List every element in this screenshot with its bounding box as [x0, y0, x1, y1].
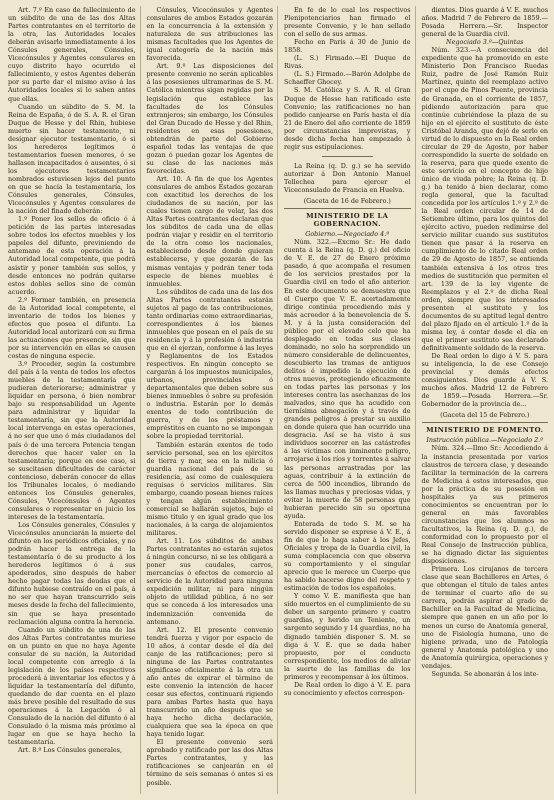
- paragraph: dientes. Dios guarde á V. E. muchos años. Madrid 7 de Febrero de 1859.—Posada Herrera.—Sr. Inspector general de la Guardia civil.: [421, 6, 548, 39]
- paragraph: 3.º Proceder, según la costumbre del país á la venta de todos los efectos muebles de la testamentaría que pudieran deteriorarse; administrar y liquidar en persona, ó bien nombrar bajo su responsabilidad un Agente para administrar y liquidar la testamentaría, sin que la Autoridad local intervenga en estas operaciones, á no ser que uno ó más ciudadanos del país ó de una tercera Potencia tengan derechos que hacer valer en la testamentaría; porque en ese caso, si se suscitasen dificultades de carácter contencioso, deberán conocer de ellas los Tribunales locales, ó mediando entonces los Cónsules generales, Cónsules, Vicecónsules ó Agentes consulares o representar en juicio los intereses de la testamentaría.: [8, 360, 136, 521]
- paragraph: Los Cónsules generales, Cónsules y Vicecónsules anunciarán la muerte del difunto en los periódicos oficiales, y no podrán hacer la entrega de la testamentaría ó de su producto á los herederos legítimos ó á sus apoderados, sino después de haber hecho pagar todas las deudas que el difunto hubiese contraído en el país, á no ser que hayan transcurrido seis meses desde la fecha del fallecimiento, sin que se haya presentado reclamación alguna contra la herencia.: [8, 521, 136, 626]
- paragraph: Cuando un súbdito de una de las dos Altas Partes contratantes muriese en un punto en que no haya Agente consular de su nación, la Autoridad local competente con arreglo á la legislación de los países respectivos procederá á inventariar los efectos y á liquidar la testamentaría del difunto, quedando de dar cuenta en el plazo más breve posible del resultado de sus operaciones á la Legación ó al Consulado de la nación del difunto ó al Consulado ó la misma más próximo al lugar en que se haya hecho la testamentaría.: [8, 625, 136, 747]
- paragraph: También estarán exentos de todo servicio personal, sea en los ejércitos de tierra y mar, sea en la milicia ó guardia nacional del país de su residencia, así como de cualesquiera requisas ó servicios militares. Sin embargo, cuando posean bienes raíces y tengan algún establecimiento comercial se hallarán sujetos, bajo el mismo título y en igual grado que los nacionales, á la carga de alojamientos militares.: [146, 440, 273, 538]
- paragraph: Art. 7.º En caso de fallecimiento de un súbdito de una de las dos Altas Partes contratantes en el territorio de la otra, las Autoridades locales deberán avisarlo inmediatamente á los Cónsules generales, Cónsules, Vicecónsules y Agentes consulares en cuyo distrito hayo ocurrido el fallecimiento, y estos Agentes deberán por su parte dar el mismo aviso á las Autoridades locales si lo saben antes que ellas.: [8, 6, 136, 103]
- paragraph: Fecho en París á 30 de Junio de 1858.: [284, 38, 411, 55]
- paragraph: Cuando un súbdito de S. M. la Reina de España, ó de S. A. R. el Gran Duque de Hesse y del Rhin, hubiese muerto sin hacer testamento, ni designar ejecutor testamentario, ó si los herederos legítimos ó testamentarios fuesen menores, ó se hallasen incapacitados ó ausentes, ó si los ejecutores testamentarios nombrados estuviesen lejos del punto en que se hacía la testamentaría, los Cónsules generales, Cónsules, Vicecónsules y Agentes consulares de la nación del finado deberán:: [8, 102, 136, 216]
- paragraph: En fe de lo cual los respectivos Plenipotenciarios han firmado el presente Convenio, y le han sellado con el sello de sus armas.: [284, 6, 411, 39]
- paragraph: Los súbditos de cada una de las dos Altas Partes contratantes estarán sujetos al pago de las contribuciones, tanto ordinarias como extraordinarias, correspondientes á los bienes inmuebles que posean en el país de su residencia y á la profesión ó industria que en él ejerzan, conforme á las leyes y Reglamentos de los Estados respectivos. En ningún concepto se cargarán á los impuestos municipales, urbanos, provinciales ó departamentales que deben sobre sus bienes inmuebles ó sobre su profesión o industria. Estarán por lo demás exentos de todo contribución de guerra, y de los préstamos y empréstitos en cuanto no se impongan sobre la propiedad territorial.: [146, 287, 273, 441]
- gazette-date-line: (Gaceta de 16 de Febrero.): [303, 197, 391, 206]
- paragraph: (L. S.) Firmado.—Barón Adolphe de Schaeffer Ghocey.: [284, 70, 411, 87]
- subheading: Negociado 3.º—Quintas: [446, 38, 524, 47]
- paragraph: Art. 8.º Los Cónsules generales,: [18, 746, 122, 755]
- paragraph: La Reina (q. D. g.) se ha servido autorizar á Don Antonio Manuel Tellechea para ejercer el Viceconsulado de Francia en Huelva.: [284, 161, 411, 194]
- paragraph: Enterada de todo S. M. se ha servido disponer se exprese á V. E., á fin de que lo haga saber á los Jefes, Oficiales y tropa de la Guardia civil, la suma complacencia con que observa su comportamiento y el singular aprecio que le merece un Cuerpo que ha sabido hacerse digno del respeto y estimación de todos los españoles.: [284, 519, 411, 593]
- paragraph: Cónsules, Vicecónsules y Agentes consulares de ambos Estados gozarán en la concurrencia á la extensión y naturaleza de sus atribuciones las mismas facultades que los Agentes de igual categoría de la nación más favorecida.: [146, 6, 273, 63]
- paragraph: Segunda. Se abonarán á los inte-: [431, 669, 539, 678]
- section-heading: MINISTERIO DE LA GOBERNACION.: [306, 212, 389, 229]
- paragraph: Núm. 322.—Excmo Sr.: He dado cuenta á la Reina (q. D. g.) del oficio de V. E. de 27 de Enero próximo pasado, á que acompaña el resumen de los servicios prestados por la Guardia civil en todo el año anterior. En este documento se demuestra que el Cuerpo que V. E. acertadamente dirige continúa procediendo más y más acreedor á la benevolencia de S. M. y á la justa consideración del público por el elevado celo que ha desplegado en todas sus clases dominado, no solo ha sorprendido un número considerable de delincuentes, descubierto las tramas de antiguos delitos é impedido la ejecución de otros nuevos, protegiendo eficazmente en todas partes las personas y los intereses contra las asechanzas de los malvados, sino que ha acudido con tiernísima abnegación y á través de grandes peligros á prestar su auxilio en donde quiera que han ocurrido una desgracia. Así se ha visto á sus individuos socorrer en las catástrofes á las víctimas con inminente peligro, arrojarse á los ríos y torrentes á salvar las personas arrastradas por las aguas, contribuir á la extinción de cerca de 500 incendios, librando de las llamas muchas y preciosas vidas, y evitar la muerte de 58 personas que hubieran perecido sin su oportuna ayuda.: [284, 238, 411, 520]
- paragraph: Y como V. E. manifiesta que han sido muertos en el cumplimiento de su deber un sargento primero y cuatro guardias, y herido un Teniente, un sargento segundo y 14 guardias, no ha dignado también disponer S. M. se diga á V. E. que se dada haber propuesto, por el conducto correspondiente, los medios de aliviar la suerte de las familias de los primeros y recompensar á los últimos.: [284, 592, 411, 681]
- paragraph: Art. 12. El presente convenio tendrá fuerza y vigor por espacio de 10 años, á contar desde el día del canje de las ratificaciones; pero si ninguna de las Partes contratantes significase oficialmente á la otra un año antes de expirar el término de este convenio la intención de hacer cesar sus efectos, continuará rigiendo para ambas Partes hasta que haya transcurrido un año después que se haya hecho dicha declaración, cualquiera que sea la época en que haya tenido lugar.: [146, 625, 273, 739]
- paragraph: Primera. Los cirujanos de tercera clase que sean Bachilleres en Artes, ó que obtengan el título de tales antes de terminar el cuarto año de su carrera, podrán aspirar al grado de Bachiller en la Facultad de Medicina, siempre que ganen en un año por lo menos un curso de Anatomía general, uno de Fisiología humana, uno de higiene privada, uno de Patología general y Anatomía patológica y uno de Anatomía quirúrgica, operaciones y vendajes.: [421, 565, 548, 670]
- gazette-date-line: (Gaceta del 15 de Febrero.): [440, 411, 530, 420]
- column-3: [277, 6, 411, 794]
- paragraph: De Real orden lo digo á V. S. para su inteligencia, la de ese Consejo provincial y demás efectos consiguientes. Dios guarde á V. S. muchos años. Madrid 12 de Febrero de 1859.—Posada Herrera.—Sr. Gobernador de la provincia de...: [421, 352, 548, 409]
- subheading: Gobierno.—Negociado 4.º: [305, 230, 390, 239]
- section-rule: [284, 208, 411, 209]
- paragraph: Art. 9.º Las disposiciones del presente convenio no serán aplicables á las posesiones ultramarinas de S. M. Católica mientras sigan regidas por la legislación que establece las facultades de los Cónsules extranjeros; sin embargo, los Cónsules del Gran Ducado de Hesse y del Rhin, residentes en esas posesiones, obtendrán de parte del Gobierno español todas las ventajas de que gozan ó puedan gozar los Agentes de su clase de las naciones más favorecidas.: [146, 62, 273, 175]
- paragraph: 1.º Poner los sellos de oficio ó á petición de las partes interesadas sobre todos los efectos muebles y los papeles del difunto, previniendo de antemano de esta operación á la Autoridad local competente, que podrá asistir y poner también sus sellos, y desde entonces no podrán quitarse estos dobles sellos sino de común acuerdo.: [8, 215, 136, 296]
- subheading: Instrucción pública.—Negociado 2.º: [426, 436, 544, 445]
- section-rule: [422, 422, 549, 423]
- paragraph: (L. S.) Firmado.—El Duque de Rivas.: [284, 54, 411, 71]
- short-rule: [322, 156, 373, 157]
- paragraph: De Real orden lo digo á V. E. para su conocimiento y efectos correspon-: [284, 680, 411, 697]
- section-heading: MINISTERIO DE FOMENTO.: [426, 426, 544, 435]
- paragraph: 2.º Formar también, en presencia de la Autoridad local competente, el inventario de todos los bienes y efectos que posea el difunto. La Autoridad local autorizará con su firma las actuaciones que presencie, sin que por su intervención en ellas se causen costas de ninguna especie.: [8, 295, 136, 361]
- column-4: [415, 6, 549, 794]
- paragraph: Art. 11. Los súbditos de ambas Partes contratantes no estarán sujetos á ningún concurso, ni se les obligará a poner sus caudales, carros, mercancías ó efectos de comercio al servicio de la Autoridad para ninguna expedición militar, ni para ningún objeto de utilidad pública, á no ser que se conceda á los interesados una indemnización convenida de antemano.: [146, 537, 273, 626]
- paragraph: El presente convenio será aprobado y ratificado por las dos Altas Partes contratantes, y las ratificaciones se canjearán en el término de seis semanas ó antes si es posible.: [146, 738, 273, 787]
- paragraph: Núm. 323.—A consecuencia del expediente que ha promovido en este Ministerio Don Francisco Ruedas Ruiz, padre de José Ramón Ruiz Martínez, quinto del reemplazo activo por el cupo de Pinos Puente, provincia de Granada, en el corriente de 1857, pidiendo autorización para que continúe cubriéndose la plaza de su hijo en el ejército el sustituto de éste Cristóbal Aranda, que dejó de serlo en virtud de lo dispuesto en la Real orden circular de 29 de Agosto, por haber correspondido la suerte de soldado en la reserva, para que quede exento de este servicio en el concepto de hijo único de viuda pobre; la Reina (q. D. g.) ha tenido á bien declarar, como regla general, que la facultad concedida por los artículos 1.º y 2.º de la Real orden circular de 14 de Setiembre último, para los quintos del ejército activo, pueden redimirse del servicio militar cuando sus sustitutos tienen que pasar á la reserva en cumplimiento de lo citado Real orden de 29 de Agosto de 1857, se entienda también extensiva á los otros tres medios de sustitución que permiten el art. 139 de la ley vigente de Reemplazos y el 2.º de dicha Real orden, siempre que los interesados presenten el sustituto y los documentos de su aptitud legal dentro del plazo fijado en el artículo 1.º de la misma ley, á contar desde el día en que el primer sustituto sea declarado definitivamente soldado de la reserva.: [421, 46, 548, 352]
- paragraph: Art. 10. A fin de que los Agentes consulares de ambos Estados gozaran con exactitud los derechos de los ciudadanos de su nación, por las cuales tienen cargo de velar, las dos Altas Partes contratantes declaran que los súbditos de cada una de ellas podrán viajar y residir en el territorio de la otra como los nacionales, estableciendo desde donde quieran establecerse, y que gozarán de las mismas ventajas y podrán tener toda especie de bienes muebles é inmuebles.: [146, 174, 273, 288]
- paragraph: S. M. Católica y S. A. R. el Gran Duque de Hesse han ratificado este Convenio; las ratificaciones no han podido canjearse en París hasta el día 21 de Enero del año corriente de 1859 por circunstancias imprevistas, y desde dicha fecha han empezado á regir sus estipulaciones.: [284, 86, 411, 151]
- column-2: [140, 6, 274, 794]
- paragraph: Núm. 324.—Ilmo Sr.: Accediendo á la instancia presentada por varios claustros de tercera clase, y deseando facilitar la terminación de la carrera de Medicina á estos interesados, que por la práctica de su posesión en hospitales ya sus primeros conocimientos se encuentran por lo general en más favorables circunstancias que los alumnos no facultativos, la Reina (q. D. g.), de conformidad con lo propuesto por el Real Consejo de Instrucción pública, se ha dignado dictar las siguientes disposiciones.: [421, 444, 548, 566]
- column-1: [8, 6, 136, 794]
